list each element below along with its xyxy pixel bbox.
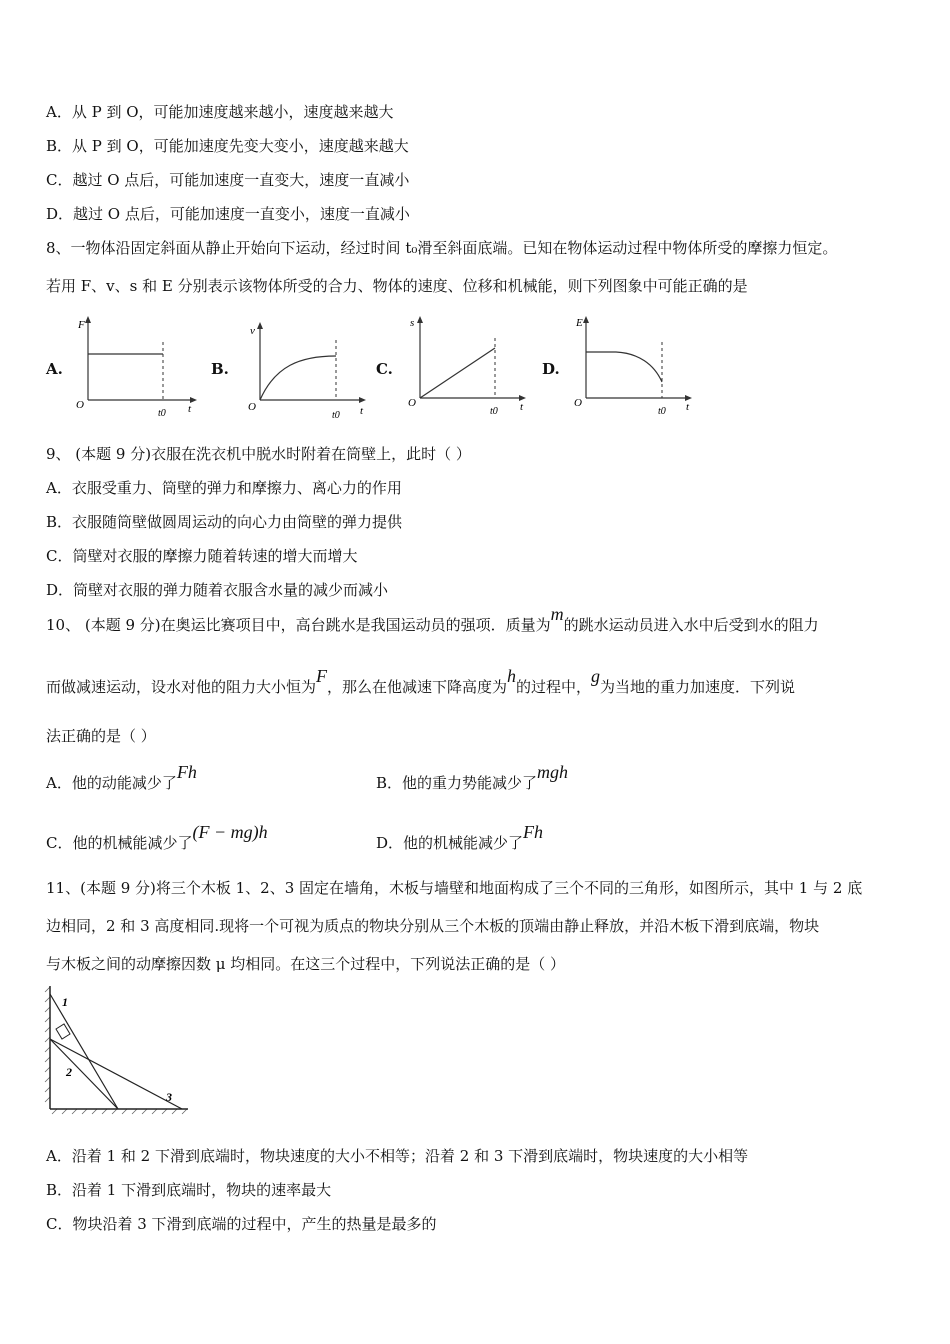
q11-option-a: A．沿着 1 和 2 下滑到底端时，物块速度的大小不相等；沿着 2 和 3 下滑到底端时，物块速度的大小相等 — [46, 1147, 749, 1165]
q10-option-d: D．他的机械能减少了Fh — [376, 822, 544, 852]
q8-graph-c-label: C. — [376, 360, 393, 378]
q10-var-m: m — [550, 604, 564, 624]
q11-figure — [42, 984, 192, 1116]
graph-c-xaxis: t — [520, 401, 524, 413]
q11-line1: 11、(本题 9 分)将三个木板 1、2、3 固定在墙角，木板与墙壁和地面构成了三个不同的三角形，如图所示，其中 1 与 2 底 — [46, 879, 863, 897]
q9-option-b: B．衣服随筒壁做圆周运动的向心力由筒壁的弹力提供 — [46, 513, 403, 531]
q11-line3: 与木板之间的动摩擦因数 μ 均相同。在这三个过程中，下列说法正确的是（ ） — [46, 955, 566, 973]
q10-var-h: h — [507, 666, 517, 686]
q8-graph-d — [566, 312, 706, 420]
q10-option-c: C．他的机械能减少了(F − mg)h — [46, 822, 268, 852]
graph-a-tick: t0 — [158, 408, 166, 419]
q7-option-b: B．从 P 到 O，可能加速度先变大变小，速度越来越大 — [46, 137, 409, 155]
q10-line1-a: 10、 (本题 9 分)在奥运比赛项目中，高台跳水是我国运动员的强项．质量为 — [46, 616, 551, 634]
graph-b-origin: O — [248, 401, 256, 413]
graph-d-yaxis: E — [576, 317, 583, 329]
q8-graph-a-label: A. — [46, 360, 63, 378]
q11-fig-label-2: 2 — [66, 1065, 72, 1079]
q8-stem-line2: 若用 F、v、s 和 E 分别表示该物体所受的合力、物体的速度、位移和机械能，则下列图象中可能正确的是 — [46, 277, 748, 295]
graph-b-xaxis: t — [360, 405, 364, 417]
q7-option-d: D．越过 O 点后，可能加速度一直变小，速度一直减小 — [46, 205, 410, 223]
q11-fig-label-1: 1 — [62, 995, 68, 1009]
q8-graph-d-label: D. — [542, 360, 560, 378]
q9-stem: 9、 (本题 9 分)衣服在洗衣机中脱水时附着在筒壁上，此时（ ） — [46, 445, 471, 463]
graph-c-yaxis: s — [410, 317, 415, 329]
graph-a-yaxis: F — [78, 319, 85, 331]
graph-b-yaxis: v — [250, 325, 255, 337]
q8-graph-c — [400, 312, 540, 420]
q10-line2-a: 而做减速运动，设水对他的阻力大小恒为 — [46, 678, 317, 696]
q8-graph-a — [68, 312, 208, 420]
q10-line3: 法正确的是（ ） — [46, 727, 156, 745]
q9-option-a: A．衣服受重力、筒壁的弹力和摩擦力、离心力的作用 — [46, 479, 402, 497]
q10-line1 — [46, 604, 819, 635]
q9-option-d: D．筒壁对衣服的弹力随着衣服含水量的减少而减小 — [46, 581, 389, 599]
q11-option-b: B．沿着 1 下滑到底端时，物块的速率最大 — [46, 1181, 332, 1199]
graph-a-xaxis: t — [188, 403, 192, 415]
graph-d-origin: O — [574, 397, 582, 409]
q8-stem-line1: 8、一物体沿固定斜面从静止开始向下运动，经过时间 t₀滑至斜面底端。已知在物体运动过程中物体所受的摩擦力恒定。 — [46, 239, 838, 257]
graph-b-tick: t0 — [332, 410, 340, 421]
q10-line2 — [46, 666, 796, 697]
q10-option-a: A．他的动能减少了Fh — [46, 762, 197, 792]
q9-option-c: C．筒壁对衣服的摩擦力随着转速的增大而增大 — [46, 547, 358, 565]
q8-graph-b — [240, 318, 380, 426]
graph-c-tick: t0 — [490, 406, 498, 417]
graph-d-xaxis: t — [686, 401, 690, 413]
graph-c-origin: O — [408, 397, 416, 409]
graph-d-tick: t0 — [658, 406, 666, 417]
q10-var-f: F — [316, 666, 328, 686]
q10-var-g: g — [591, 666, 601, 686]
q8-graph-b-label: B. — [211, 360, 229, 378]
q10-line1-b: 的跳水运动员进入水中后受到水的阻力 — [563, 616, 819, 634]
q10-option-d-expr: Fh — [523, 822, 544, 842]
q10-option-a-expr: Fh — [176, 762, 197, 782]
q10-line2-b: ，那么在他减速下降高度为 — [327, 678, 508, 696]
q10-option-b: B．他的重力势能减少了mgh — [376, 762, 569, 792]
q7-option-a: A．从 P 到 O，可能加速度越来越小，速度越来越大 — [46, 103, 394, 121]
q10-line2-c: 的过程中， — [516, 678, 592, 696]
q11-fig-label-3: 3 — [166, 1090, 172, 1104]
q10-option-c-expr: (F − mg)h — [192, 822, 268, 842]
q11-option-c: C．物块沿着 3 下滑到底端的过程中，产生的热量是最多的 — [46, 1215, 437, 1233]
q10-line2-d: 为当地的重力加速度．下列说 — [600, 678, 796, 696]
graph-a-origin: O — [76, 399, 84, 411]
q10-option-b-expr: mgh — [537, 762, 569, 782]
q11-line2: 边相同，2 和 3 高度相同.现将一个可视为质点的物块分别从三个木板的顶端由静止释放，并沿木板下滑到底端，物块 — [46, 917, 820, 935]
q7-option-c: C．越过 O 点后，可能加速度一直变大，速度一直减小 — [46, 171, 410, 189]
